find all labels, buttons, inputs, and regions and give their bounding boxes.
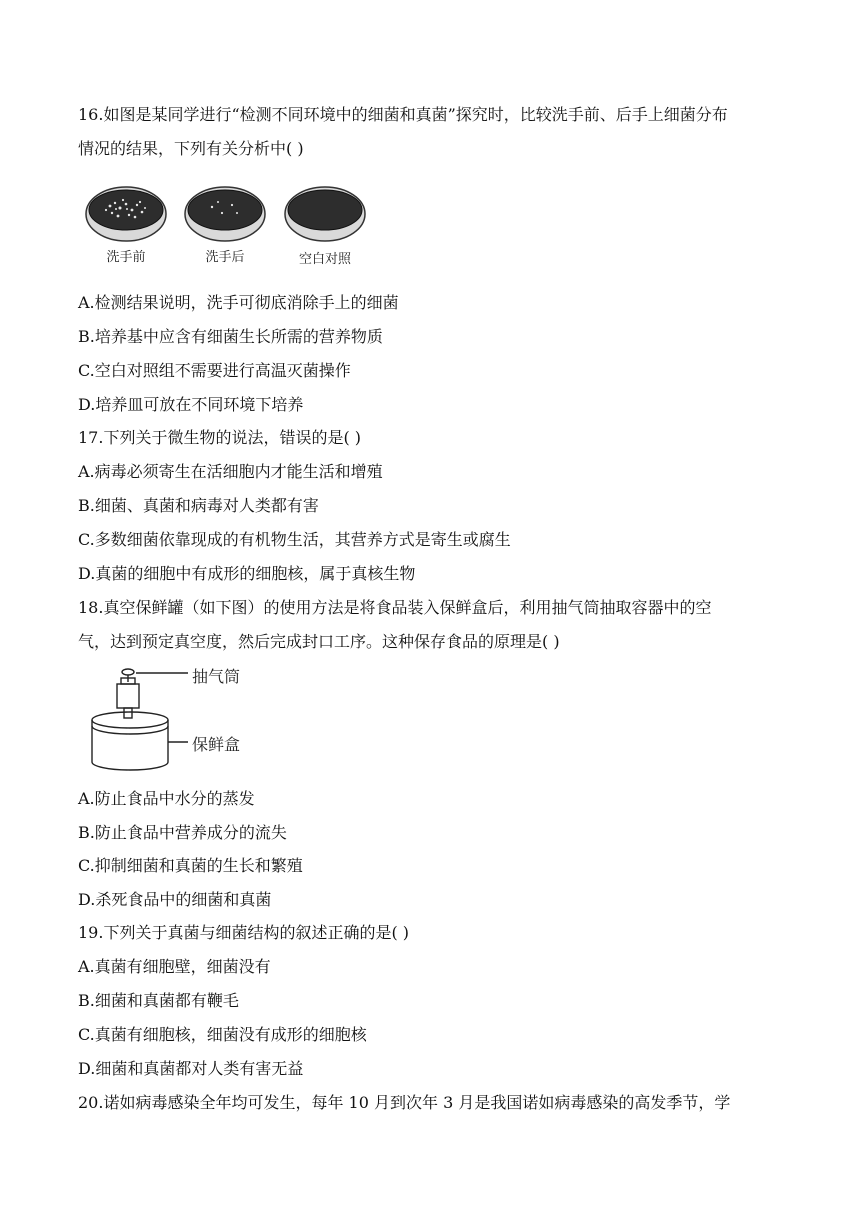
q16-option-d: D.培养皿可放在不同环境下培养 xyxy=(78,395,304,414)
q19-stem: 19.下列关于真菌与细菌结构的叙述正确的是( ) xyxy=(78,923,410,942)
q18-option-a: A.防止食品中水分的蒸发 xyxy=(78,789,255,808)
petri-dish-figure xyxy=(82,180,372,272)
label-before-wash: 洗手前 xyxy=(106,250,146,265)
q18-stem-line1: 18.真空保鲜罐（如下图）的使用方法是将食品装入保鲜盒后，利用抽气筒抽取容器中的空 xyxy=(78,598,712,617)
q20-stem-line1: 20.诺如病毒感染全年均可发生，每年 10 月到次年 3 月是我国诺如病毒感染的高发季节，学 xyxy=(78,1093,731,1112)
q16-option-b: B.培养基中应含有细菌生长所需的营养物质 xyxy=(78,327,383,346)
q19-option-a: A.真菌有细胞壁，细菌没有 xyxy=(78,957,271,976)
q18-option-b: B.防止食品中营养成分的流失 xyxy=(78,823,287,842)
q16-stem-line2: 情况的结果，下列有关分析中( ) xyxy=(78,139,304,158)
q18-option-c: C.抑制细菌和真菌的生长和繁殖 xyxy=(78,856,303,875)
label-pump: 抽气筒 xyxy=(192,667,241,686)
label-after-wash: 洗手后 xyxy=(205,250,245,265)
q16-option-c: C.空白对照组不需要进行高温灭菌操作 xyxy=(78,361,351,380)
q18-stem-line2: 气，达到预定真空度，然后完成封口工序。这种保存食品的原理是( ) xyxy=(78,632,560,651)
q16-option-a: A.检测结果说明，洗手可彻底消除手上的细菌 xyxy=(78,293,399,312)
q17-option-d: D.真菌的细胞中有成形的细胞核，属于真核生物 xyxy=(78,564,416,583)
label-preservation-box: 保鲜盒 xyxy=(192,735,241,754)
q17-option-b: B.细菌、真菌和病毒对人类都有害 xyxy=(78,496,319,515)
q18-option-d: D.杀死食品中的细菌和真菌 xyxy=(78,890,272,909)
q19-option-c: C.真菌有细胞核，细菌没有成形的细胞核 xyxy=(78,1025,367,1044)
label-blank-control: 空白对照 xyxy=(298,252,351,267)
petri-dish-after-wash xyxy=(185,187,265,241)
petri-dish-before-wash xyxy=(86,187,166,241)
box-drawing xyxy=(92,712,188,770)
q17-option-c: C.多数细菌依靠现成的有机物生活，其营养方式是寄生或腐生 xyxy=(78,530,511,549)
pump-drawing xyxy=(117,669,188,718)
q17-option-a: A.病毒必须寄生在活细胞内才能生活和增殖 xyxy=(78,462,383,481)
q19-option-b: B.细菌和真菌都有鞭毛 xyxy=(78,991,239,1010)
q16-stem-line1: 16.如图是某同学进行“检测不同环境中的细菌和真菌”探究时，比较洗手前、后手上细菌分布 xyxy=(78,105,728,124)
vacuum-container-illustration xyxy=(88,662,278,774)
petri-dish-blank-control xyxy=(285,187,365,241)
q19-option-d: D.细菌和真菌都对人类有害无益 xyxy=(78,1059,304,1078)
vacuum-container-figure xyxy=(88,662,278,774)
q17-stem: 17.下列关于微生物的说法，错误的是( ) xyxy=(78,428,362,447)
